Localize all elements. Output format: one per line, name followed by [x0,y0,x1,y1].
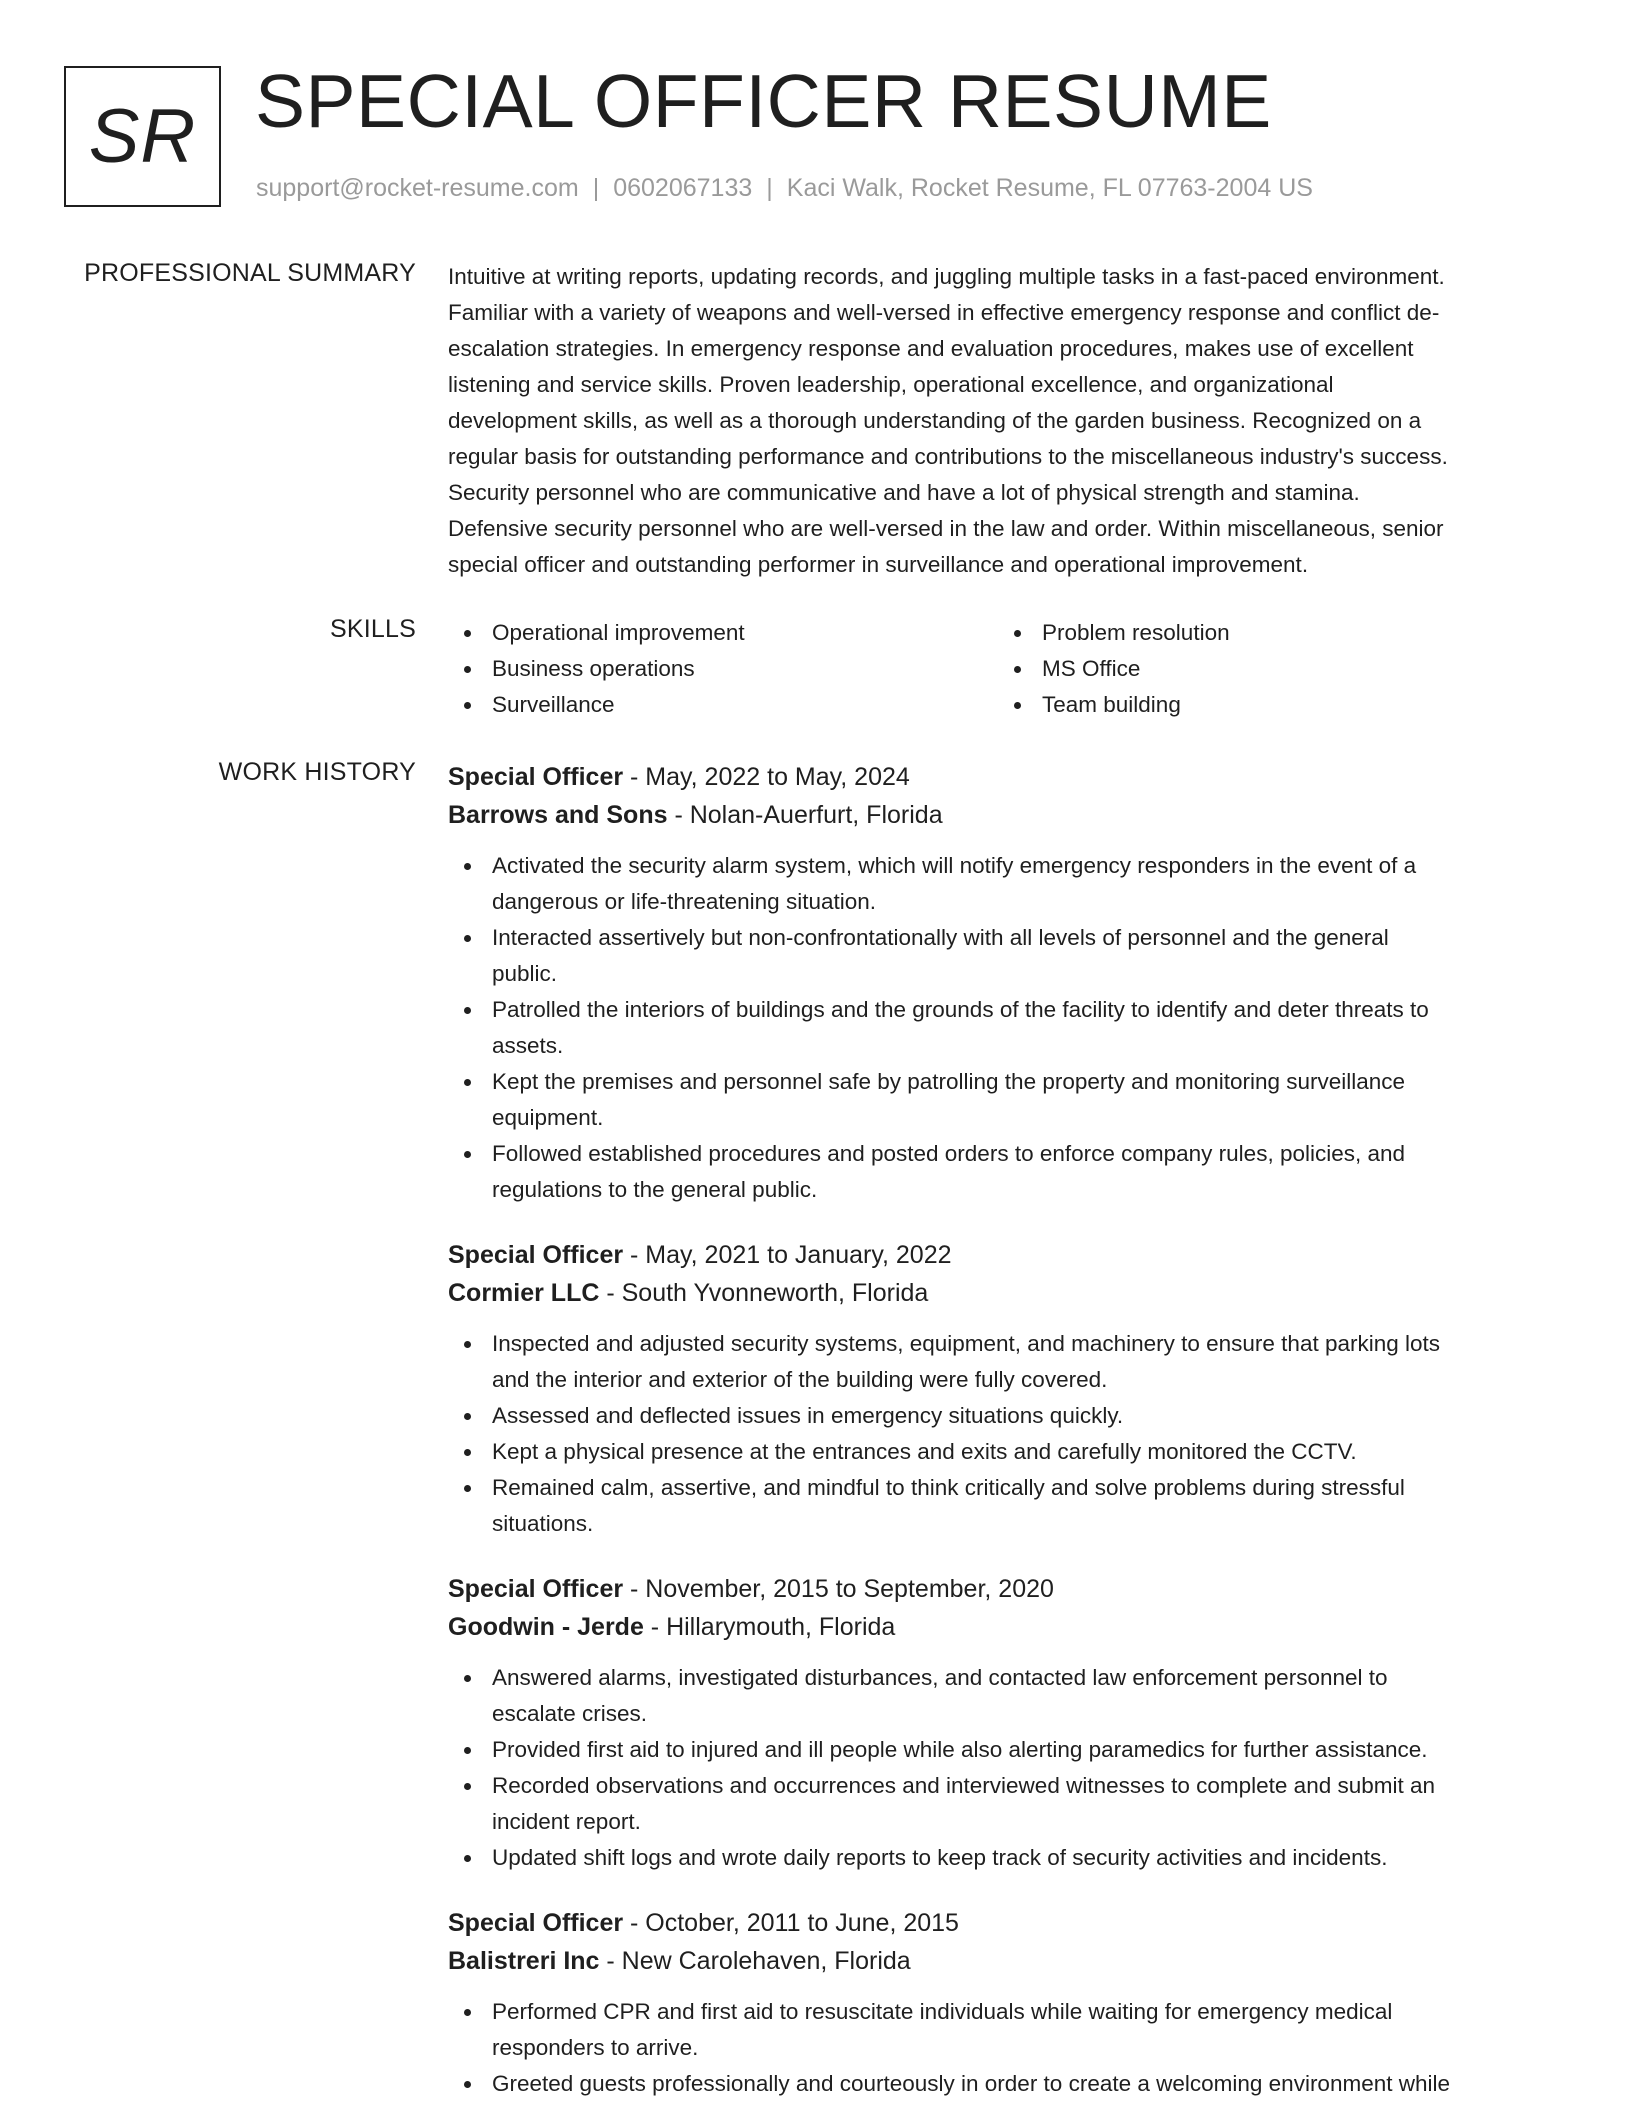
job-entry [448,1570,1572,1876]
skills-column-right [998,615,1548,723]
duty-line: equipment. [492,1105,604,1130]
duty-line: public. [492,961,558,986]
duty-item [448,848,1572,920]
duty-item [448,1326,1572,1398]
duty-line: and the interior and exterior of the building were fully covered. [492,1367,1108,1392]
duty-line: Answered alarms, investigated disturbances, and contacted law enforcement personnel to [492,1665,1388,1690]
duty-line: Remained calm, assertive, and mindful to think critically and solve problems during stressful [492,1475,1405,1500]
job-company-line [448,1942,1572,1980]
job-dates: - October, 2011 to June, 2015 [623,1909,959,1937]
monogram-logo: SR [64,66,221,207]
duty-line: responders to arrive. [492,2035,699,2060]
duty-item [448,1768,1572,1840]
duty-line: Kept a physical presence at the entrances and exits and carefully monitored the CCTV. [492,1439,1357,1464]
duty-line: Recorded observations and occurrences and interviewed witnesses to complete and submit an [492,1773,1436,1798]
duty-line: Interacted assertively but non-confrontationally with all levels of personnel and the general [492,925,1389,950]
job-title: Special Officer [448,763,624,791]
job-company-line [448,796,1572,834]
summary-line: listening and service skills. Proven leadership, operational excellence, and organizational [448,372,1334,397]
contact-line [256,174,1313,203]
job-duties [448,1660,1572,1876]
job-company-line [448,1274,1572,1312]
summary-body [448,259,1572,583]
skill-item: MS Office [998,651,1548,687]
job-title-line [448,1236,1572,1274]
job-dates: - May, 2022 to May, 2024 [623,763,910,791]
duty-item [448,1660,1572,1732]
job-location: - Hillarymouth, Florida [643,1613,896,1641]
job-location: - Nolan-Auerfurt, Florida [667,801,943,829]
duty-item [448,1398,1572,1434]
work-history-body [448,758,1572,2112]
job-company: Balistreri Inc [448,1947,600,1975]
duty-line: Patrolled the interiors of buildings and the grounds of the facility to identify and deter threats to [492,997,1429,1022]
duty-line: Assessed and deflected issues in emergency situations quickly. [492,1403,1124,1428]
duty-line: Provided first aid to injured and ill people while also alerting paramedics for further assistance. [492,1737,1428,1762]
duty-item [448,1064,1572,1136]
duty-line: escalate crises. [492,1701,648,1726]
job-dates: - November, 2015 to September, 2020 [623,1575,1054,1603]
job-title: Special Officer [448,1241,624,1269]
summary-line: Security personnel who are communicative and have a lot of physical strength and stamina. [448,480,1360,505]
work-history-heading: WORK HISTORY [218,758,416,786]
job-entry [448,1236,1572,1542]
duty-item [448,2066,1572,2102]
contact-email[interactable]: support@rocket-resume.com [256,174,579,202]
duty-line: Activated the security alarm system, which will notify emergency responders in the event of a [492,853,1417,878]
job-duties [448,848,1572,1208]
duty-item [448,992,1572,1064]
duty-line: Kept the premises and personnel safe by patrolling the property and monitoring surveillance [492,1069,1406,1094]
summary-line: Intuitive at writing reports, updating records, and juggling multiple tasks in a fast-paced environment. [448,264,1445,289]
skills-columns [448,615,1572,723]
skill-item: Problem resolution [998,615,1548,651]
job-title: Special Officer [448,1909,624,1937]
duty-item [448,1994,1572,2066]
job-dates: - May, 2021 to January, 2022 [623,1241,952,1269]
job-title-line [448,1904,1572,1942]
duty-line: dangerous or life-threatening situation. [492,889,876,914]
duty-line: Greeted guests professionally and courteously in order to create a welcoming environment while [492,2071,1451,2096]
skills-column-left [448,615,998,723]
job-company-line [448,1608,1572,1646]
summary-line: Familiar with a variety of weapons and well-versed in effective emergency response and conflict de- [448,300,1440,325]
skills-body [448,615,1572,723]
skill-item: Business operations [448,651,998,687]
contact-phone[interactable]: 0602067133 [613,174,753,202]
resume-header [64,59,1564,216]
duty-item [448,1732,1572,1768]
contact-address: Kaci Walk, Rocket Resume, FL 07763-2004 US [786,174,1313,202]
summary-line: Defensive security personnel who are well-versed in the law and order. Within miscellaneous, senior [448,516,1444,541]
duty-line: Performed CPR and first aid to resuscitate individuals while waiting for emergency medical [492,1999,1393,2024]
duty-line: assets. [492,1033,564,1058]
job-entry [448,1904,1572,2102]
job-title-line [448,758,1572,796]
skill-item: Surveillance [448,687,998,723]
summary-text [448,259,1572,583]
job-company: Barrows and Sons [448,801,668,829]
summary-line: special officer and outstanding performer in surveillance and operational improvement. [448,552,1309,577]
duty-item [448,1840,1572,1876]
job-entry [448,758,1572,1208]
duty-line: incident report. [492,1809,641,1834]
duty-line: regulations to the general public. [492,1177,818,1202]
job-duties [448,1994,1572,2102]
duty-item [448,1434,1572,1470]
job-location: - South Yvonneworth, Florida [599,1279,929,1307]
job-duties [448,1326,1572,1542]
job-company: Goodwin - Jerde [448,1613,644,1641]
summary-line: escalation strategies. In emergency response and evaluation procedures, makes use of excellent [448,336,1414,361]
job-title-line [448,1570,1572,1608]
summary-line: development skills, as well as a thorough understanding of the garden business. Recognized on a [448,408,1422,433]
contact-separator: | [592,174,600,202]
duty-item [448,1136,1572,1208]
summary-line: regular basis for outstanding performance and contributions to the miscellaneous industry's success. [448,444,1448,469]
duty-line: situations. [492,1511,594,1536]
resume-title: SPECIAL OFFICER RESUME [255,59,1272,143]
job-company: Cormier LLC [448,1279,600,1307]
skill-item: Team building [998,687,1548,723]
duty-line: Updated shift logs and wrote daily reports to keep track of security activities and incidents. [492,1845,1388,1870]
duty-item [448,920,1572,992]
duty-line: Inspected and adjusted security systems, equipment, and machinery to ensure that parking lots [492,1331,1441,1356]
duty-item [448,1470,1572,1542]
job-location: - New Carolehaven, Florida [599,1947,911,1975]
duty-line: Followed established procedures and posted orders to enforce company rules, policies, and [492,1141,1406,1166]
skill-item: Operational improvement [448,615,998,651]
job-title: Special Officer [448,1575,624,1603]
summary-heading: PROFESSIONAL SUMMARY [84,259,416,287]
skills-heading: SKILLS [330,615,416,643]
contact-separator: | [766,174,773,202]
